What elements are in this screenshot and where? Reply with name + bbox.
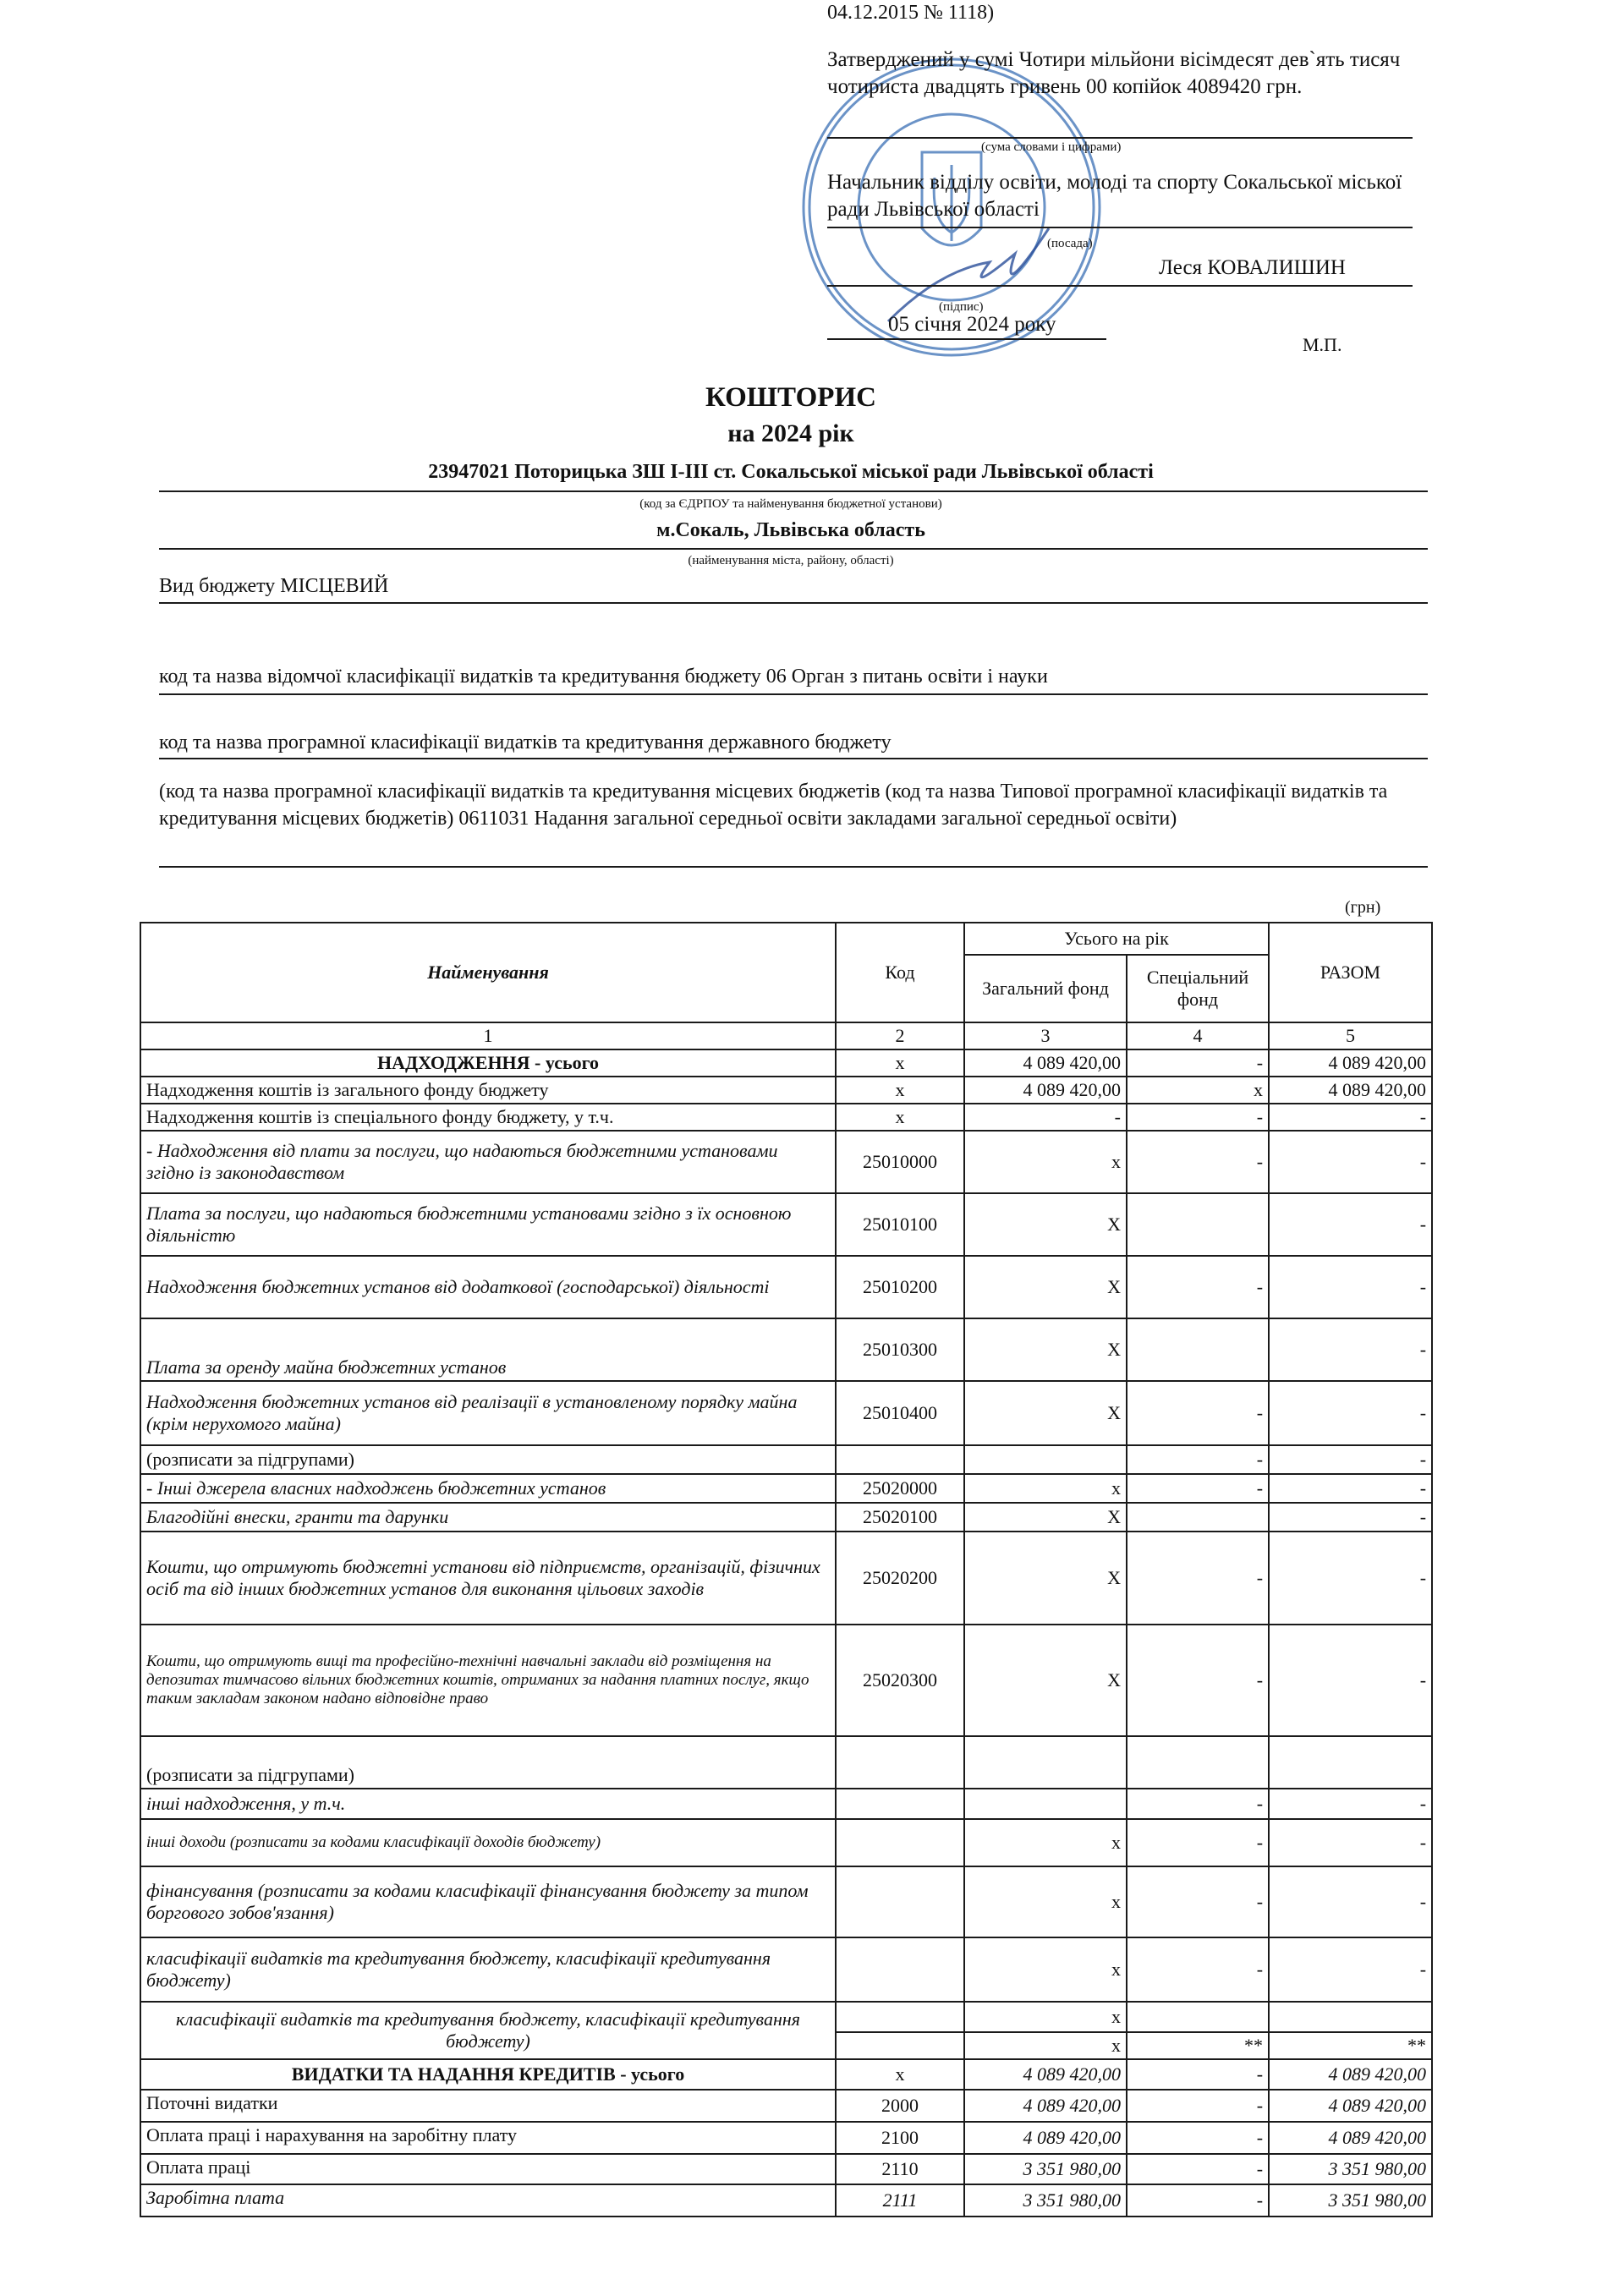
row-name: Оплата праці і нарахування на заробітну плату: [140, 2122, 836, 2154]
city-underline: [159, 548, 1428, 550]
row-general: X: [964, 1256, 1127, 1318]
institution-caption: (код за ЄДРПОУ та найменування бюджетної установи): [639, 497, 942, 511]
row-total: -: [1269, 1193, 1432, 1256]
institution-name: 23947021 Поторицька ЗШ І-ІІІ ст. Сокальської міської ради Львівської області: [428, 461, 1154, 483]
table-row: [140, 1503, 1432, 1532]
row-total: 4 089 420,00: [1269, 2059, 1432, 2090]
row-special: -: [1127, 1381, 1269, 1445]
row-name: Надходження коштів із спеціального фонду бюджету, у т.ч.: [140, 1104, 836, 1131]
row-special: [1127, 2002, 1269, 2032]
row-code: 25010000: [836, 1131, 964, 1193]
row-name: Благодійні внески, гранти та дарунки: [140, 1503, 836, 1532]
table-row: [140, 1789, 1432, 1819]
row-code: 2111: [836, 2184, 964, 2217]
sum-caption: (сума словами і цифрами): [981, 140, 1122, 154]
row-special: -: [1127, 1532, 1269, 1625]
row-total: -: [1269, 1474, 1432, 1503]
row-code: x: [836, 1077, 964, 1104]
header-total-year: Усього на рік: [964, 923, 1269, 955]
row-special: -: [1127, 1937, 1269, 2002]
row-general: 4 089 420,00: [964, 1049, 1127, 1077]
row-name: - Надходження від плати за послуги, що надаються бюджетними установами згідно із законодавством: [140, 1131, 836, 1193]
table-row: [140, 1736, 1432, 1789]
row-name: інші доходи (розписати за кодами класифікації доходів бюджету): [140, 1819, 836, 1866]
row-general: x: [964, 1131, 1127, 1193]
header-code: Код: [836, 923, 964, 1022]
row-total: -: [1269, 1256, 1432, 1318]
row-total: -: [1269, 1381, 1432, 1445]
table-row: [140, 2154, 1432, 2184]
row-general: 3 351 980,00: [964, 2154, 1127, 2184]
row-code: 25010200: [836, 1256, 964, 1318]
row-total: -: [1269, 1131, 1432, 1193]
row-code: 25020200: [836, 1532, 964, 1625]
row-special: -: [1127, 1789, 1269, 1819]
row-special: -: [1127, 1256, 1269, 1318]
row-special: [1127, 1736, 1269, 1789]
row-code: 2100: [836, 2122, 964, 2154]
table-row: [140, 1625, 1432, 1736]
row-general: X: [964, 1318, 1127, 1381]
row-general: X: [964, 1381, 1127, 1445]
row-name: класифікації видатків та кредитування бюджету, класифікації кредитування бюджету): [140, 2002, 836, 2059]
row-code: x: [836, 1104, 964, 1131]
row-special: -: [1127, 1049, 1269, 1077]
row-general: x: [964, 1819, 1127, 1866]
header-total: РАЗОМ: [1269, 923, 1432, 1022]
row-special: [1127, 1503, 1269, 1532]
table-row: [140, 2002, 1432, 2032]
position-underline: [827, 227, 1413, 228]
row-special: -: [1127, 2059, 1269, 2090]
row-general: -: [964, 1104, 1127, 1131]
row-name: (розписати за підгрупами): [140, 1736, 836, 1789]
city-name: м.Сокаль, Львівська область: [656, 519, 925, 541]
row-code: 25010300: [836, 1318, 964, 1381]
column-number-1: 1: [140, 1022, 836, 1049]
approver-position: Начальник відділу освіти, молоді та спорту Сокальської міської ради Львівської області: [827, 171, 1402, 221]
row-general: X: [964, 1193, 1127, 1256]
row-special: [1127, 1193, 1269, 1256]
row-total: -: [1269, 1503, 1432, 1532]
row-general: [964, 1789, 1127, 1819]
row-name: класифікації видатків та кредитування бюджету, класифікації кредитування бюджету): [140, 1937, 836, 2002]
local-class-underline: [159, 866, 1428, 868]
currency-unit: (грн): [1345, 898, 1381, 917]
row-special: -: [1127, 1445, 1269, 1474]
row-name: (розписати за підгрупами): [140, 1445, 836, 1474]
table-row: [140, 1532, 1432, 1625]
row-name: Кошти, що отримують вищі та професійно-технічні навчальні заклади від розміщення на депозитах тимчасово вільних бюджетних коштів, отриманих за надання платних послуг, якщо таким закладам законом надано відповідне право: [140, 1625, 836, 1736]
row-code: 25010400: [836, 1381, 964, 1445]
row-name: НАДХОДЖЕННЯ - усього: [140, 1049, 836, 1077]
budget-type-underline: [159, 602, 1428, 604]
row-special: x: [1127, 1077, 1269, 1104]
row-code: [836, 1789, 964, 1819]
column-number-2: 2: [836, 1022, 964, 1049]
budget-type: Вид бюджету МІСЦЕВИЙ: [159, 575, 389, 597]
table-row: [140, 2122, 1432, 2154]
row-name: - Інші джерела власних надходжень бюджетних установ: [140, 1474, 836, 1503]
row-name: інші надходження, у т.ч.: [140, 1789, 836, 1819]
row-special: -: [1127, 1819, 1269, 1866]
row-special: -: [1127, 1131, 1269, 1193]
approval-date: 05 січня 2024 року: [888, 313, 1056, 336]
row-special: -: [1127, 2154, 1269, 2184]
row-general: 3 351 980,00: [964, 2184, 1127, 2217]
row-general: 4 089 420,00: [964, 2122, 1127, 2154]
row-code: x: [836, 1049, 964, 1077]
table-row: [140, 1318, 1432, 1381]
row-special: -: [1127, 2122, 1269, 2154]
row-name: Плата за оренду майна бюджетних установ: [140, 1318, 836, 1381]
row-code: 25020100: [836, 1503, 964, 1532]
table-row: [140, 2059, 1432, 2090]
row-name: Кошти, що отримують бюджетні установи від підприємств, організацій, фізичних осіб та від інших бюджетних установ для виконання цільових заходів: [140, 1532, 836, 1625]
row-name: Надходження коштів із загального фонду бюджету: [140, 1077, 836, 1104]
table-row: [140, 1445, 1432, 1474]
signer-name: Леся КОВАЛИШИН: [1159, 256, 1346, 279]
row-name: ВИДАТКИ ТА НАДАННЯ КРЕДИТІВ - усього: [140, 2059, 836, 2090]
table-row: [140, 1819, 1432, 1866]
local-program-classification: (код та назва програмної класифікації видатків та кредитування місцевих бюджетів (код та назва Типової програмної класифікації видатків та кредитування місцевих бюджетів) 0611031 Надання загальної середньої освіти закладами загальної середньої освіти): [159, 781, 1388, 830]
row-total: **: [1269, 2032, 1432, 2059]
row-general: x: [964, 2032, 1127, 2059]
table-row: [140, 1474, 1432, 1503]
row-general: [964, 1736, 1127, 1789]
state-class-underline: [159, 758, 1428, 759]
document-title: КОШТОРИС: [705, 382, 876, 413]
row-total: 3 351 980,00: [1269, 2154, 1432, 2184]
city-caption: (найменування міста, району, області): [688, 554, 894, 567]
column-number-3: 3: [964, 1022, 1127, 1049]
row-special: -: [1127, 1625, 1269, 1736]
table-row: [140, 1256, 1432, 1318]
row-total: -: [1269, 1937, 1432, 2002]
table-row: [140, 2090, 1432, 2122]
row-code: [836, 2032, 964, 2059]
row-special: [1127, 1318, 1269, 1381]
row-name: Плата за послуги, що надаються бюджетними установами згідно з їх основною діяльністю: [140, 1193, 836, 1256]
row-total: -: [1269, 1625, 1432, 1736]
row-name: Надходження бюджетних установ від додаткової (господарської) діяльності: [140, 1256, 836, 1318]
document-year: на 2024 рік: [727, 419, 854, 447]
table-row: [140, 1866, 1432, 1937]
row-code: 25010100: [836, 1193, 964, 1256]
row-total: -: [1269, 1819, 1432, 1866]
row-name: Надходження бюджетних установ від реалізації в установленому порядку майна (крім нерухомого майна): [140, 1381, 836, 1445]
row-total: -: [1269, 1789, 1432, 1819]
row-name: Заробітна плата: [140, 2184, 836, 2217]
row-general: X: [964, 1625, 1127, 1736]
row-total: [1269, 1736, 1432, 1789]
column-number-4: 4: [1127, 1022, 1269, 1049]
sum-underline: [827, 137, 1413, 139]
row-name: Оплата праці: [140, 2154, 836, 2184]
row-special: -: [1127, 1474, 1269, 1503]
table-row: [140, 1131, 1432, 1193]
row-total: -: [1269, 1318, 1432, 1381]
position-caption: (посада): [1047, 237, 1093, 250]
row-general: x: [964, 1937, 1127, 2002]
seal-label: М.П.: [1303, 334, 1342, 355]
table-row: [140, 1937, 1432, 2002]
row-name: фінансування (розписати за кодами класифікації фінансування бюджету за типом боргового зобов'язання): [140, 1866, 836, 1937]
approved-sum: Затверджений у сумі Чотири мільйони вісімдесят дев`ять тисяч чотириста двадцять гривень 00 копійок 4089420 грн.: [827, 48, 1401, 98]
department-classification: код та назва відомчої класифікації видатків та кредитування бюджету 06 Орган з питань освіти і науки: [159, 666, 1048, 688]
table-row: [140, 1049, 1432, 1077]
row-code: 25020300: [836, 1625, 964, 1736]
row-special: -: [1127, 1104, 1269, 1131]
row-total: -: [1269, 1866, 1432, 1937]
table-row: [140, 1077, 1432, 1104]
row-code: x: [836, 2059, 964, 2090]
row-total: -: [1269, 1104, 1432, 1131]
row-general: 4 089 420,00: [964, 1077, 1127, 1104]
row-total: [1269, 2002, 1432, 2032]
row-general: [964, 1445, 1127, 1474]
row-code: 25020000: [836, 1474, 964, 1503]
dept-class-underline: [159, 693, 1428, 695]
table-row: [140, 1193, 1432, 1256]
row-name: Поточні видатки: [140, 2090, 836, 2122]
table-row: [140, 2184, 1432, 2217]
row-code: [836, 1445, 964, 1474]
state-program-classification: код та назва програмної класифікації видатків та кредитування державного бюджету: [159, 732, 892, 753]
row-special: **: [1127, 2032, 1269, 2059]
row-general: X: [964, 1532, 1127, 1625]
date-underline: [827, 338, 1106, 340]
table-row: [140, 1381, 1432, 1445]
row-general: X: [964, 1503, 1127, 1532]
row-special: -: [1127, 1866, 1269, 1937]
row-general: x: [964, 2002, 1127, 2032]
approval-reference: 04.12.2015 № 1118): [827, 2, 995, 24]
row-general: x: [964, 1866, 1127, 1937]
institution-underline: [159, 490, 1428, 492]
table-row: [140, 1104, 1432, 1131]
signature-underline: [827, 285, 1413, 287]
row-special: -: [1127, 2184, 1269, 2217]
row-code: 2000: [836, 2090, 964, 2122]
row-total: -: [1269, 1445, 1432, 1474]
row-code: 2110: [836, 2154, 964, 2184]
signature-caption: (підпис): [939, 300, 984, 314]
header-name: Найменування: [140, 923, 836, 1022]
row-total: 4 089 420,00: [1269, 1077, 1432, 1104]
row-code: [836, 1866, 964, 1937]
row-total: 3 351 980,00: [1269, 2184, 1432, 2217]
row-code: [836, 1819, 964, 1866]
budget-table: [140, 922, 1433, 2217]
row-total: -: [1269, 1532, 1432, 1625]
row-general: 4 089 420,00: [964, 2059, 1127, 2090]
header-special-fund: Спеціальний фонд: [1127, 955, 1269, 1022]
row-general: x: [964, 1474, 1127, 1503]
row-code: [836, 1937, 964, 2002]
row-total: 4 089 420,00: [1269, 1049, 1432, 1077]
row-code: [836, 1736, 964, 1789]
row-total: 4 089 420,00: [1269, 2122, 1432, 2154]
header-general-fund: Загальний фонд: [964, 955, 1127, 1022]
column-number-5: 5: [1269, 1022, 1432, 1049]
row-special: -: [1127, 2090, 1269, 2122]
row-total: 4 089 420,00: [1269, 2090, 1432, 2122]
row-code: [836, 2002, 964, 2032]
row-general: 4 089 420,00: [964, 2090, 1127, 2122]
